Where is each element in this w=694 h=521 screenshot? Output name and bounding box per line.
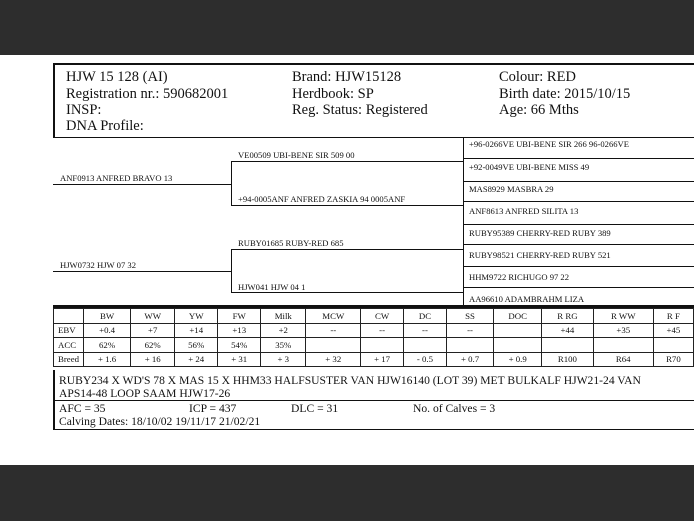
table-cell: -- — [361, 323, 404, 338]
table-cell: +2 — [261, 323, 306, 338]
table-cell — [446, 338, 493, 353]
table-cell — [542, 338, 594, 353]
insp-label: INSP: — [66, 102, 102, 118]
table-cell: 62% — [131, 338, 175, 353]
table-cell: +44 — [542, 323, 594, 338]
header-cell: YW — [175, 309, 218, 324]
calving-dates: Calving Dates: 18/10/02 19/11/17 21/02/21 — [59, 415, 261, 428]
ggp-name-1: +96-0266VE UBI-BENE SIR 266 96-0266VE — [469, 139, 629, 149]
ggp-name-3: MAS8929 MASBRA 29 — [469, 184, 554, 194]
dam-bracket — [231, 249, 232, 293]
ggp-name-2: +92-0049VE UBI-BENE MISS 49 — [469, 162, 590, 172]
table-cell: + 17 — [361, 352, 404, 367]
table-cell — [593, 338, 653, 353]
table-cell: +14 — [175, 323, 218, 338]
table-cell: + 0.7 — [446, 352, 493, 367]
age: Age: 66 Mths — [499, 102, 579, 118]
sire-sire-line — [231, 161, 464, 162]
table-row-acc — [54, 338, 694, 353]
notes-bottom-border — [53, 429, 694, 430]
ggp-line-1 — [463, 158, 694, 159]
header-cell: BW — [84, 309, 131, 324]
table-cell: + 16 — [131, 352, 175, 367]
performance-table — [53, 308, 694, 367]
ggp-line-4 — [463, 224, 694, 225]
dam-dam-line — [231, 292, 464, 293]
dam-sire-name: RUBY01685 RUBY-RED 685 — [238, 238, 344, 248]
table-row-breed — [54, 352, 694, 367]
dam-sire-line — [231, 249, 464, 250]
table-cell: -- — [306, 323, 361, 338]
header-cell: WW — [131, 309, 175, 324]
table-cell: R100 — [542, 352, 594, 367]
sire-dam-line — [231, 205, 464, 206]
table-cell — [403, 338, 446, 353]
header-cell: R WW — [593, 309, 653, 324]
header-cell: DOC — [494, 309, 542, 324]
table-cell: + 24 — [175, 352, 218, 367]
row-label: Breed — [54, 352, 84, 367]
birth-date: Birth date: 2015/10/15 — [499, 86, 631, 102]
table-cell: 54% — [218, 338, 261, 353]
ggp-line-5 — [463, 244, 694, 245]
sire-dam-name: +94-0005ANF ANFRED ZASKIA 94 0005ANF — [238, 194, 406, 204]
row-label: ACC — [54, 338, 84, 353]
colour: Colour: RED — [499, 69, 576, 85]
header-cell: R F — [653, 309, 693, 324]
table-cell: + 3 — [261, 352, 306, 367]
table-header-row — [54, 309, 694, 324]
table-cell: +45 — [653, 323, 693, 338]
animal-id: HJW 15 128 (AI) — [66, 69, 168, 85]
ggp-line-2 — [463, 181, 694, 182]
header-cell: R RG — [542, 309, 594, 324]
table-cell — [494, 323, 542, 338]
notes-divider — [53, 400, 694, 401]
header-cell: DC — [403, 309, 446, 324]
info-top-border — [53, 63, 694, 65]
ggp-name-6: RUBY98521 CHERRY-RED RUBY 521 — [469, 250, 611, 260]
calves-count: No. of Calves = 3 — [413, 402, 496, 415]
table-cell: + 32 — [306, 352, 361, 367]
dam-line — [53, 271, 231, 272]
ggp-line-3 — [463, 201, 694, 202]
table-cell: 35% — [261, 338, 306, 353]
top-letterbox-bar — [0, 0, 694, 55]
header-cell — [54, 309, 84, 324]
table-cell — [361, 338, 404, 353]
notes-line-2: APS14-48 LOOP SAAM HJW17-26 — [59, 387, 231, 400]
dna-profile-label: DNA Profile: — [66, 118, 144, 134]
dam-name: HJW0732 HJW 07 32 — [60, 260, 136, 270]
table-cell: + 31 — [218, 352, 261, 367]
ggp-line-7 — [463, 287, 694, 288]
dam-dam-name: HJW041 HJW 04 1 — [238, 282, 306, 292]
header-cell: MCW — [306, 309, 361, 324]
ggp-name-8: AA96610 ADAMBRAHM LIZA — [469, 294, 585, 304]
table-cell: -- — [446, 323, 493, 338]
header-cell: Milk — [261, 309, 306, 324]
table-cell: +35 — [593, 323, 653, 338]
bottom-letterbox-bar — [0, 465, 694, 521]
table-cell: + 0.9 — [494, 352, 542, 367]
table-row-ebv — [54, 323, 694, 338]
table-cell: +0.4 — [84, 323, 131, 338]
table-cell: -- — [403, 323, 446, 338]
herdbook: Herdbook: SP — [292, 86, 374, 102]
sire-line — [53, 184, 231, 185]
table-cell: +7 — [131, 323, 175, 338]
ggp-name-4: ANF8613 ANFRED SILITA 13 — [469, 206, 579, 216]
table-cell: R70 — [653, 352, 693, 367]
row-label: EBV — [54, 323, 84, 338]
sire-sire-name: VE00509 UBI-BENE SIR 509 00 — [238, 150, 355, 160]
table-cell — [494, 338, 542, 353]
registration-number: Registration nr.: 590682001 — [66, 86, 229, 102]
ggp-name-5: RUBY95389 CHERRY-RED RUBY 389 — [469, 228, 611, 238]
table-cell: - 0.5 — [403, 352, 446, 367]
table-cell: 62% — [84, 338, 131, 353]
header-cell: SS — [446, 309, 493, 324]
sire-name: ANF0913 ANFRED BRAVO 13 — [60, 173, 173, 183]
notes-line-1: RUBY234 X WD'S 78 X MAS 15 X HHM33 HALFSUSTER VAN HJW16140 (LOT 39) MET BULKALF HJW21-24 VAN — [59, 374, 641, 387]
ggp-bracket — [463, 138, 464, 308]
ggp-line-6 — [463, 266, 694, 267]
info-left-border — [53, 63, 55, 138]
reg-status: Reg. Status: Registered — [292, 102, 428, 118]
brand: Brand: HJW15128 — [292, 69, 402, 85]
sire-bracket — [231, 161, 232, 206]
table-cell — [306, 338, 361, 353]
table-cell: +13 — [218, 323, 261, 338]
dlc-value: DLC = 31 — [291, 402, 339, 415]
table-cell: R64 — [593, 352, 653, 367]
table-cell — [653, 338, 693, 353]
table-cell: 56% — [175, 338, 218, 353]
header-cell: CW — [361, 309, 404, 324]
icp-value: ICP = 437 — [189, 402, 237, 415]
afc-value: AFC = 35 — [59, 402, 106, 415]
header-cell: FW — [218, 309, 261, 324]
pedigree-top-border — [53, 137, 694, 138]
table-cell: + 1.6 — [84, 352, 131, 367]
ggp-name-7: HHM9722 RICHUGO 97 22 — [469, 272, 570, 282]
